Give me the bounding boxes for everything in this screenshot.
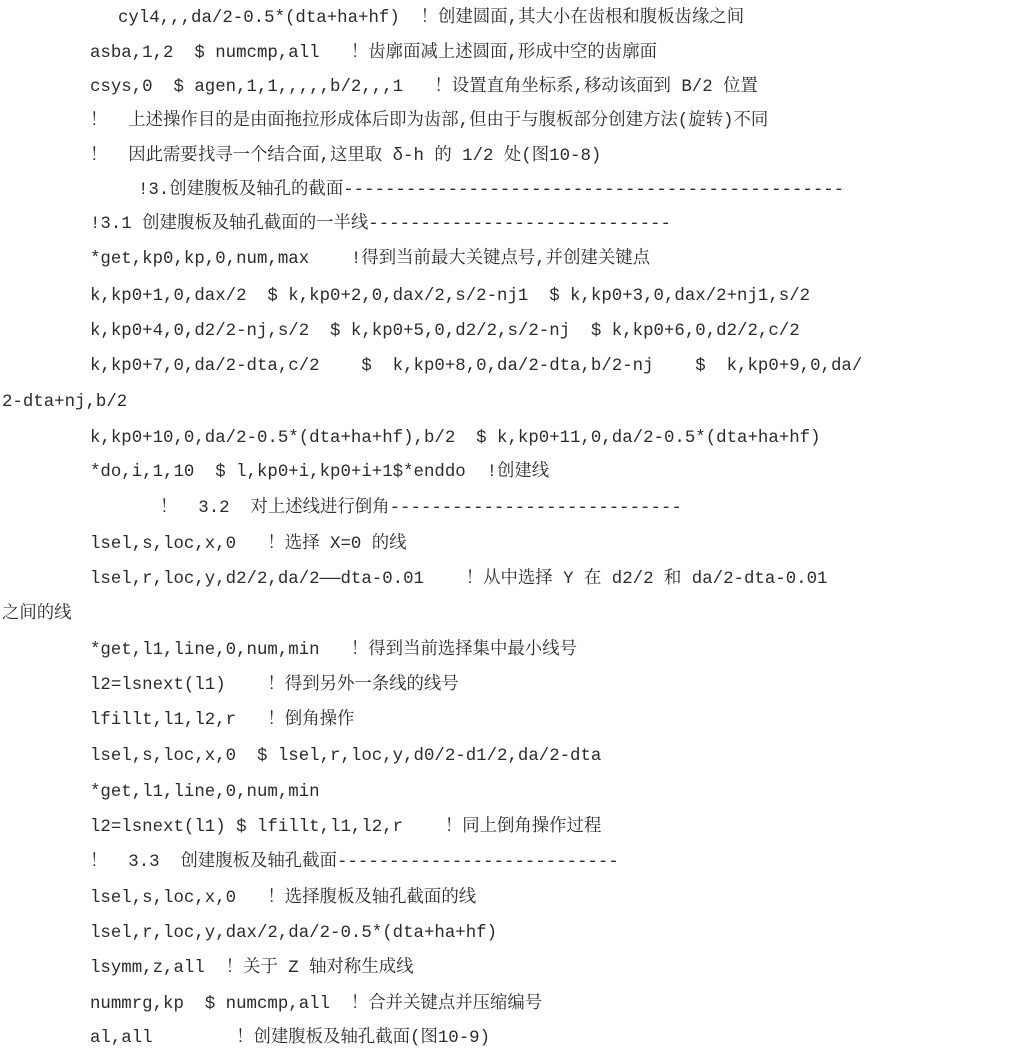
code-line: k,kp0+7,0,da/2-dta,c/2 $ k,kp0+8,0,da/2-dta,b/2-nj $ k,kp0+9,0,da/	[90, 357, 863, 376]
section-heading: !3.1 创建腹板及轴孔截面的一半线-----------------------------	[90, 215, 671, 234]
code-line-continuation: 2-dta+nj,b/2	[2, 393, 128, 412]
section-heading: ！ 3.3 创建腹板及轴孔截面---------------------------	[90, 853, 619, 872]
code-line: *get,l1,line,0,num,min	[90, 783, 320, 802]
code-line: *get,kp0,kp,0,num,max !得到当前最大关键点号,并创建关键点	[90, 250, 651, 269]
section-heading: !3.创建腹板及轴孔的截面------------------------------------------------	[138, 181, 845, 200]
comment-line: ！ 上述操作目的是由面拖拉形成体后即为齿部,但由于与腹板部分创建方法(旋转)不同	[90, 112, 769, 131]
code-line: asba,1,2 $ numcmp,all ！齿廓面减上述圆面,形成中空的齿廓面	[90, 44, 657, 63]
code-line: *do,i,1,10 $ l,kp0+i,kp0+i+1$*enddo !创建线	[90, 463, 550, 482]
code-line: k,kp0+1,0,dax/2 $ k,kp0+2,0,dax/2,s/2-nj1 $ k,kp0+3,0,dax/2+nj1,s/2	[90, 287, 811, 306]
code-line: k,kp0+10,0,da/2-0.5*(dta+ha+hf),b/2 $ k,kp0+11,0,da/2-0.5*(dta+ha+hf)	[90, 429, 821, 448]
code-line-continuation: 之间的线	[2, 605, 72, 624]
code-line: lsel,s,loc,x,0 $ lsel,r,loc,y,d0/2-d1/2,da/2-dta	[90, 747, 602, 766]
code-line: csys,0 $ agen,1,1,,,,,b/2,,,1 ！设置直角坐标系,移动该面到 B/2 位置	[90, 78, 758, 97]
code-line: lsel,r,loc,y,d2/2,da/2——dta-0.01 ！从中选择 Y 在 d2/2 和 da/2-dta-0.01	[90, 570, 828, 589]
code-line: lsel,s,loc,x,0 ！选择 X=0 的线	[90, 535, 407, 554]
code-line: al,all ！创建腹板及轴孔截面(图10-9)	[90, 1029, 491, 1048]
code-line: l2=lsnext(l1) ！得到另外一条线的线号	[90, 676, 459, 695]
code-line: lsymm,z,all ！关于 Z 轴对称生成线	[90, 959, 414, 978]
code-line: lsel,r,loc,y,dax/2,da/2-0.5*(dta+ha+hf)	[90, 924, 498, 943]
code-line: lfillt,l1,l2,r ！倒角操作	[90, 711, 355, 730]
section-heading: ！ 3.2 对上述线进行倒角----------------------------	[160, 499, 682, 518]
code-line: *get,l1,line,0,num,min ！得到当前选择集中最小线号	[90, 641, 577, 660]
code-line: k,kp0+4,0,d2/2-nj,s/2 $ k,kp0+5,0,d2/2,s/2-nj $ k,kp0+6,0,d2/2,c/2	[90, 322, 800, 341]
comment-line: ！ 因此需要找寻一个结合面,这里取 δ-h 的 1/2 处(图10-8)	[90, 147, 602, 166]
code-line: lsel,s,loc,x,0 ！选择腹板及轴孔截面的线	[90, 889, 477, 908]
code-line: nummrg,kp $ numcmp,all ！合并关键点并压缩编号	[90, 995, 543, 1014]
code-line: l2=lsnext(l1) $ lfillt,l1,l2,r ！同上倒角操作过程	[90, 818, 602, 837]
code-line: cyl4,,,da/2-0.5*(dta+ha+hf) ！创建圆面,其大小在齿根和腹板齿缘之间	[118, 9, 745, 28]
